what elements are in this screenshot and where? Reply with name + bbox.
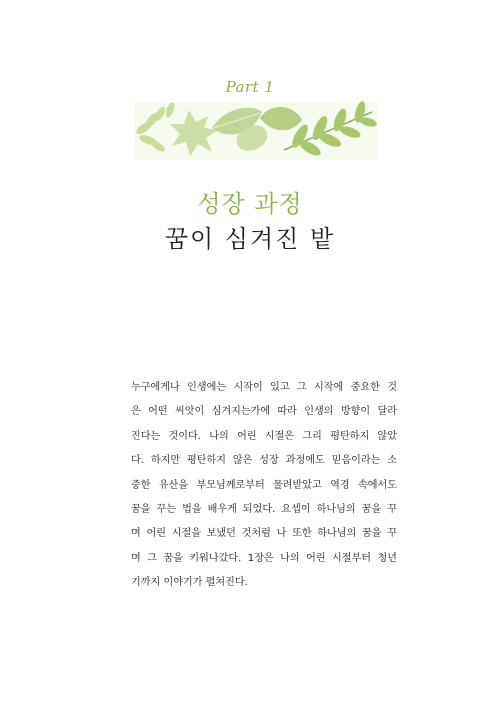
paragraph-line: 은 어떤 씨앗이 심겨지는가에 따라 인생의 방향이 달라 <box>131 406 397 418</box>
chapter-title: 꿈이 심겨진 밭 <box>164 225 336 253</box>
paragraph-line: 며 그 꿈을 키워나갔다. 1장은 나의 어린 시절부터 청년 <box>131 552 397 564</box>
paragraph-line: 꿈을 꾸는 법을 배우게 되었다. 요셉이 하나님의 꿈을 꾸 <box>131 504 397 516</box>
leaf-decoration <box>134 98 377 164</box>
paragraph-line: 며 어린 시절을 보냈던 것처럼 나 또한 하나님의 꿈을 꾸 <box>131 528 397 540</box>
paragraph-line: 기까지 이야기가 펼쳐진다. <box>131 577 248 589</box>
paragraph-line: 다. 하지만 평탄하지 않은 성장 과정에도 믿음이라는 소 <box>131 455 397 467</box>
chapter-intro-paragraph <box>131 376 397 596</box>
paragraph-line: 중한 유산을 부모님께로부터 물려받았고 역경 속에서도 <box>131 479 397 491</box>
chapter-subtitle: 성장 과정 <box>197 190 303 218</box>
part-label: Part 1 <box>225 78 275 96</box>
paragraph-line: 누구에게나 인생에는 시작이 있고 그 시작에 중요한 것 <box>131 382 397 393</box>
paragraph-line: 진다는 것이다. 나의 어린 시절은 그리 평탄하지 않았 <box>131 430 397 442</box>
